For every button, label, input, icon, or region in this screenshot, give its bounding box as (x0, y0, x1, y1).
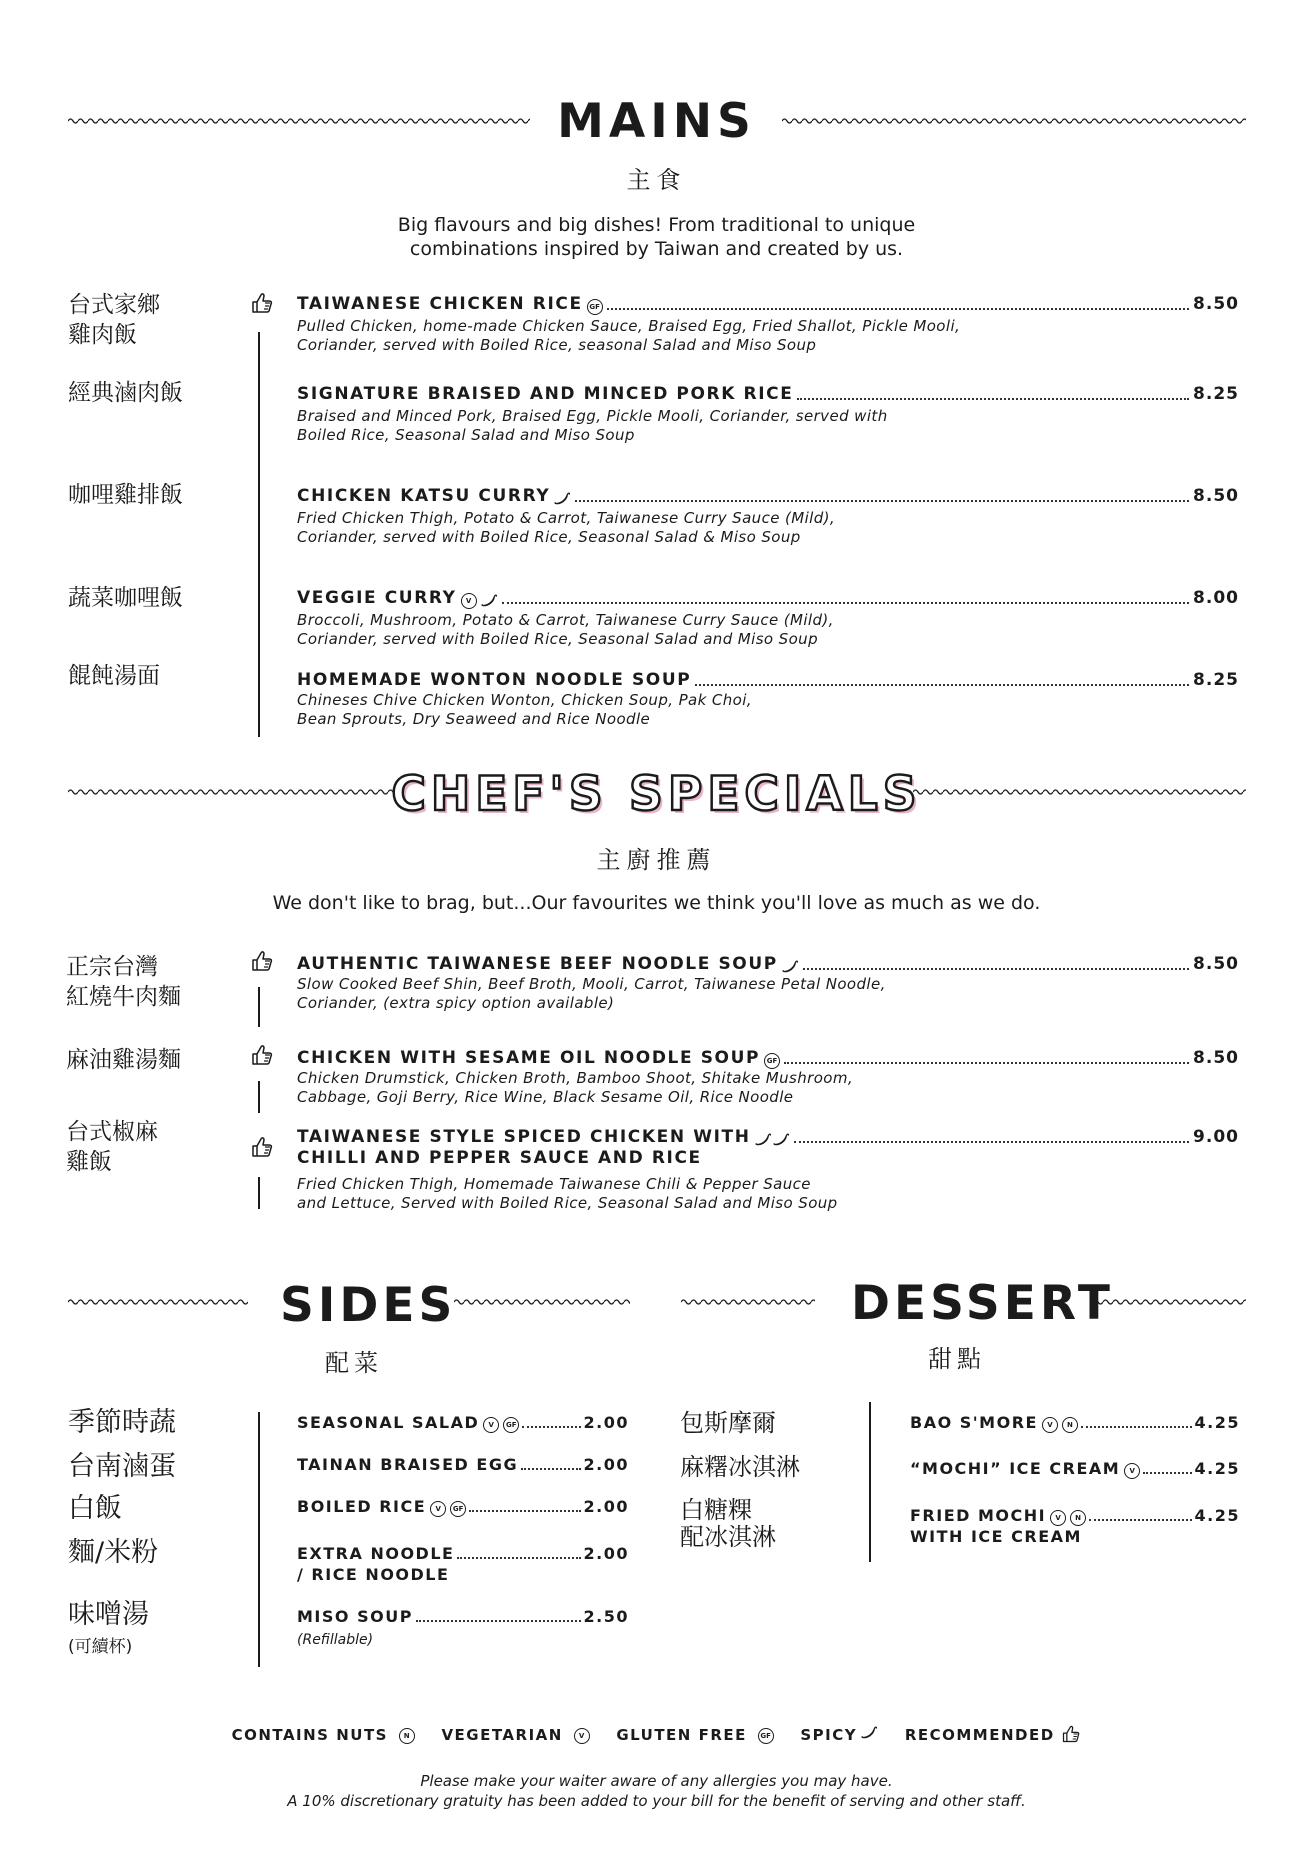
leader-dots (457, 1557, 580, 1559)
legend-spicy-label: SPICY (800, 1726, 858, 1744)
item-price: 4.25 (1194, 1413, 1240, 1432)
side-name-zh: 季節時蔬 (68, 1407, 176, 1438)
sides-title: SIDES (280, 1278, 457, 1333)
allergy-notice: Please make your waiter aware of any allergies you may have. (420, 1772, 893, 1790)
item-name: TAIWANESE STYLE SPICED CHICKEN WITH (297, 1127, 751, 1147)
recommended-icon (1061, 1724, 1081, 1744)
item-description: Fried Chicken Thigh, Homemade Taiwanese Chili & Pepper Sauce (297, 1175, 811, 1193)
spicy-icon (772, 1132, 790, 1148)
item-name: AUTHENTIC TAIWANESE BEEF NOODLE SOUP (297, 954, 778, 974)
vegetarian-icon: V (1124, 1463, 1140, 1479)
item-price: 2.00 (583, 1544, 629, 1563)
item-name-zh: 台式家鄉 雞肉飯 (68, 292, 160, 348)
sides-divider-line (258, 1412, 260, 1667)
mains-intro-line2: combinations inspired by Taiwan and created by us. (409, 238, 904, 260)
legend-nuts-label: CONTAINS NUTS (231, 1726, 388, 1744)
item-name-zh: 正宗台灣 紅燒牛肉麵 (66, 954, 181, 1010)
contains-nuts-icon: N (1070, 1510, 1086, 1526)
spicy-icon (553, 491, 571, 507)
wave-divider (454, 1296, 630, 1308)
menu-item (297, 953, 1239, 1013)
leader-dots (797, 398, 1189, 400)
specials-intro: We don't like to brag, but...Our favourites we think you'll love as much as we do. (272, 892, 1041, 914)
item-name: TAINAN BRAISED EGG (297, 1455, 519, 1474)
item-name-continued: WITH ICE CREAM (910, 1527, 1082, 1546)
item-description: Coriander, served with Boiled Rice, seasonal Salad and Miso Soup (297, 336, 817, 354)
item-description: Pulled Chicken, home-made Chicken Sauce, Braised Egg, Fried Shallot, Pickle Mooli, (297, 317, 961, 335)
legend-gf-label: GLUTEN FREE (616, 1726, 747, 1744)
item-price: 2.50 (583, 1607, 629, 1626)
item-name: TAIWANESE CHICKEN RICE (297, 294, 583, 314)
item-price: 9.00 (1193, 1127, 1239, 1147)
spicy-icon (480, 593, 498, 609)
item-divider-line (258, 987, 260, 1027)
item-name: FRIED MOCHI (910, 1506, 1047, 1525)
leader-dots (803, 968, 1189, 970)
item-divider-line (258, 1177, 260, 1209)
menu-item (297, 587, 1239, 649)
mains-title: MAINS (557, 94, 756, 149)
leader-dots (695, 684, 1189, 686)
side-item (297, 1543, 629, 1564)
gluten-free-icon: GF (764, 1053, 780, 1069)
item-description: Coriander, (extra spicy option available) (297, 994, 615, 1012)
gluten-free-icon: GF (758, 1728, 774, 1744)
item-name: BAO S'MORE (910, 1413, 1038, 1432)
leader-dots (1143, 1472, 1191, 1474)
item-divider-line (258, 1081, 260, 1113)
item-description: Broccoli, Mushroom, Potato & Carrot, Taiwanese Curry Sauce (Mild), (297, 611, 834, 629)
side-name-zh: 台南滷蛋 (68, 1451, 176, 1482)
spicy-icon (860, 1725, 878, 1741)
item-name-zh: 麻油雞湯麵 (66, 1047, 181, 1073)
gluten-free-icon: GF (503, 1417, 519, 1433)
recommended-icon (250, 291, 274, 315)
item-name: EXTRA NOODLE (297, 1544, 455, 1563)
item-description: Coriander, served with Boiled Rice, Seasonal Salad and Miso Soup (297, 630, 818, 648)
leader-dots (794, 1141, 1190, 1143)
spicy-icon (781, 959, 799, 975)
item-price: 8.00 (1193, 588, 1239, 608)
dessert-title-zh: 甜點 (928, 1345, 986, 1373)
menu-item (297, 669, 1239, 729)
item-name-continued: / RICE NOODLE (297, 1565, 450, 1584)
dietary-legend (0, 1724, 1313, 1744)
dessert-name-zh: 白糖粿 (680, 1496, 752, 1524)
vegetarian-icon: V (430, 1501, 446, 1517)
wave-divider (68, 1296, 248, 1308)
item-price: 8.50 (1193, 486, 1239, 506)
item-name: CHICKEN KATSU CURRY (297, 486, 551, 506)
leader-dots (784, 1062, 1189, 1064)
item-description: Fried Chicken Thigh, Potato & Carrot, Taiwanese Curry Sauce (Mild), (297, 509, 836, 527)
menu-item (297, 1047, 1239, 1107)
contains-nuts-icon: N (1062, 1417, 1078, 1433)
leader-dots (521, 1468, 580, 1470)
item-name: HOMEMADE WONTON NOODLE SOUP (297, 670, 692, 690)
leader-dots (502, 602, 1189, 604)
side-note-zh: (可續杯) (68, 1637, 133, 1657)
dessert-item (910, 1412, 1240, 1433)
vegetarian-icon: V (574, 1728, 590, 1744)
item-description: Bean Sprouts, Dry Seaweed and Rice Noodle (297, 710, 651, 728)
side-name-zh: 麵/米粉 (68, 1537, 159, 1568)
item-description: Braised and Minced Pork, Braised Egg, Pickle Mooli, Coriander, served with (297, 407, 888, 425)
gluten-free-icon: GF (450, 1501, 466, 1517)
item-name: SEASONAL SALAD (297, 1413, 480, 1432)
item-name-zh: 台式椒麻 雞飯 (66, 1119, 158, 1175)
item-price: 8.50 (1193, 294, 1239, 314)
menu-item (297, 383, 1239, 445)
leader-dots (575, 500, 1189, 502)
item-name: “MOCHI” ICE CREAM (910, 1459, 1121, 1478)
side-name-zh: 味噌湯 (68, 1599, 149, 1630)
dessert-name-zh: 麻糬冰淇淋 (680, 1453, 800, 1481)
side-item (297, 1606, 629, 1627)
item-price: 2.00 (583, 1455, 629, 1474)
recommended-icon (250, 1135, 274, 1159)
menu-item (297, 485, 1239, 547)
leader-dots (416, 1620, 581, 1622)
item-name: VEGGIE CURRY (297, 588, 457, 608)
leader-dots (1089, 1519, 1191, 1521)
item-note: (Refillable) (297, 1632, 374, 1648)
spicy-icon (754, 1132, 772, 1148)
item-price: 2.00 (583, 1497, 629, 1516)
menu-item (297, 1126, 1239, 1213)
item-price: 4.25 (1194, 1506, 1240, 1525)
wave-divider (681, 1296, 815, 1308)
contains-nuts-icon: N (399, 1728, 415, 1744)
dessert-name-zh: 配冰淇淋 (680, 1523, 776, 1551)
gratuity-notice: A 10% discretionary gratuity has been added to your bill for the benefit of serving and other staff. (287, 1792, 1026, 1810)
side-name-zh: 白飯 (68, 1493, 122, 1524)
dessert-name-zh: 包斯摩爾 (680, 1409, 776, 1437)
recommended-icon (250, 1043, 274, 1067)
item-price: 4.25 (1194, 1459, 1240, 1478)
item-description: Coriander, served with Boiled Rice, Seasonal Salad & Miso Soup (297, 528, 801, 546)
leader-dots (522, 1426, 580, 1428)
leader-dots (1081, 1426, 1192, 1428)
vegetarian-icon: V (1042, 1417, 1058, 1433)
dessert-item (910, 1458, 1240, 1479)
vegetarian-icon: V (483, 1417, 499, 1433)
dessert-item (910, 1505, 1240, 1526)
vegetarian-icon: V (461, 593, 477, 609)
item-price: 8.25 (1193, 670, 1239, 690)
item-description: Slow Cooked Beef Shin, Beef Broth, Mooli, Carrot, Taiwanese Petal Noodle, (297, 975, 886, 993)
item-name: BOILED RICE (297, 1497, 427, 1516)
specials-title: CHEF'S SPECIALS (391, 767, 922, 822)
item-name-zh: 經典滷肉飯 (68, 380, 183, 406)
sides-title-zh: 配菜 (325, 1349, 383, 1377)
legend-recommended-label: RECOMMENDED (904, 1726, 1055, 1744)
item-description: and Lettuce, Served with Boiled Rice, Seasonal Salad and Miso Soup (297, 1194, 838, 1212)
leader-dots (607, 308, 1189, 310)
leader-dots (469, 1510, 580, 1512)
item-price: 8.50 (1193, 1048, 1239, 1068)
item-description: Chineses Chive Chicken Wonton, Chicken Soup, Pak Choi, (297, 691, 752, 709)
side-item (297, 1496, 629, 1517)
mains-intro-line1: Big flavours and big dishes! From traditional to unique (397, 214, 916, 236)
menu-item (297, 293, 1239, 355)
vegetarian-icon: V (1050, 1510, 1066, 1526)
wave-divider (1093, 1296, 1246, 1308)
recommended-icon (250, 949, 274, 973)
item-description: Chicken Drumstick, Chicken Broth, Bamboo Shoot, Shitake Mushroom, (297, 1069, 854, 1087)
item-name-zh: 蔬菜咖哩飯 (68, 585, 183, 611)
item-price: 8.25 (1193, 384, 1239, 404)
item-description: Cabbage, Goji Berry, Rice Wine, Black Sesame Oil, Rice Noodle (297, 1088, 794, 1106)
mains-divider-line (258, 332, 260, 737)
item-name-zh: 餛飩湯面 (68, 663, 160, 689)
item-description: Boiled Rice, Seasonal Salad and Miso Soup (297, 426, 635, 444)
item-name: SIGNATURE BRAISED AND MINCED PORK RICE (297, 384, 794, 404)
item-price: 8.50 (1193, 954, 1239, 974)
mains-title-zh: 主食 (626, 166, 687, 194)
gluten-free-icon: GF (587, 299, 603, 315)
dessert-title: DESSERT (851, 1276, 1114, 1331)
side-item (297, 1412, 629, 1433)
legend-veg-label: VEGETARIAN (441, 1726, 563, 1744)
dessert-divider-line (869, 1402, 871, 1562)
side-item (297, 1454, 629, 1475)
item-name: MISO SOUP (297, 1607, 413, 1626)
item-name-continued: CHILLI AND PEPPER SAUCE AND RICE (297, 1148, 702, 1168)
item-name: CHICKEN WITH SESAME OIL NOODLE SOUP (297, 1048, 761, 1068)
item-name-zh: 咖哩雞排飯 (68, 482, 183, 508)
item-price: 2.00 (583, 1413, 629, 1432)
specials-title-zh: 主廚推薦 (596, 846, 717, 874)
